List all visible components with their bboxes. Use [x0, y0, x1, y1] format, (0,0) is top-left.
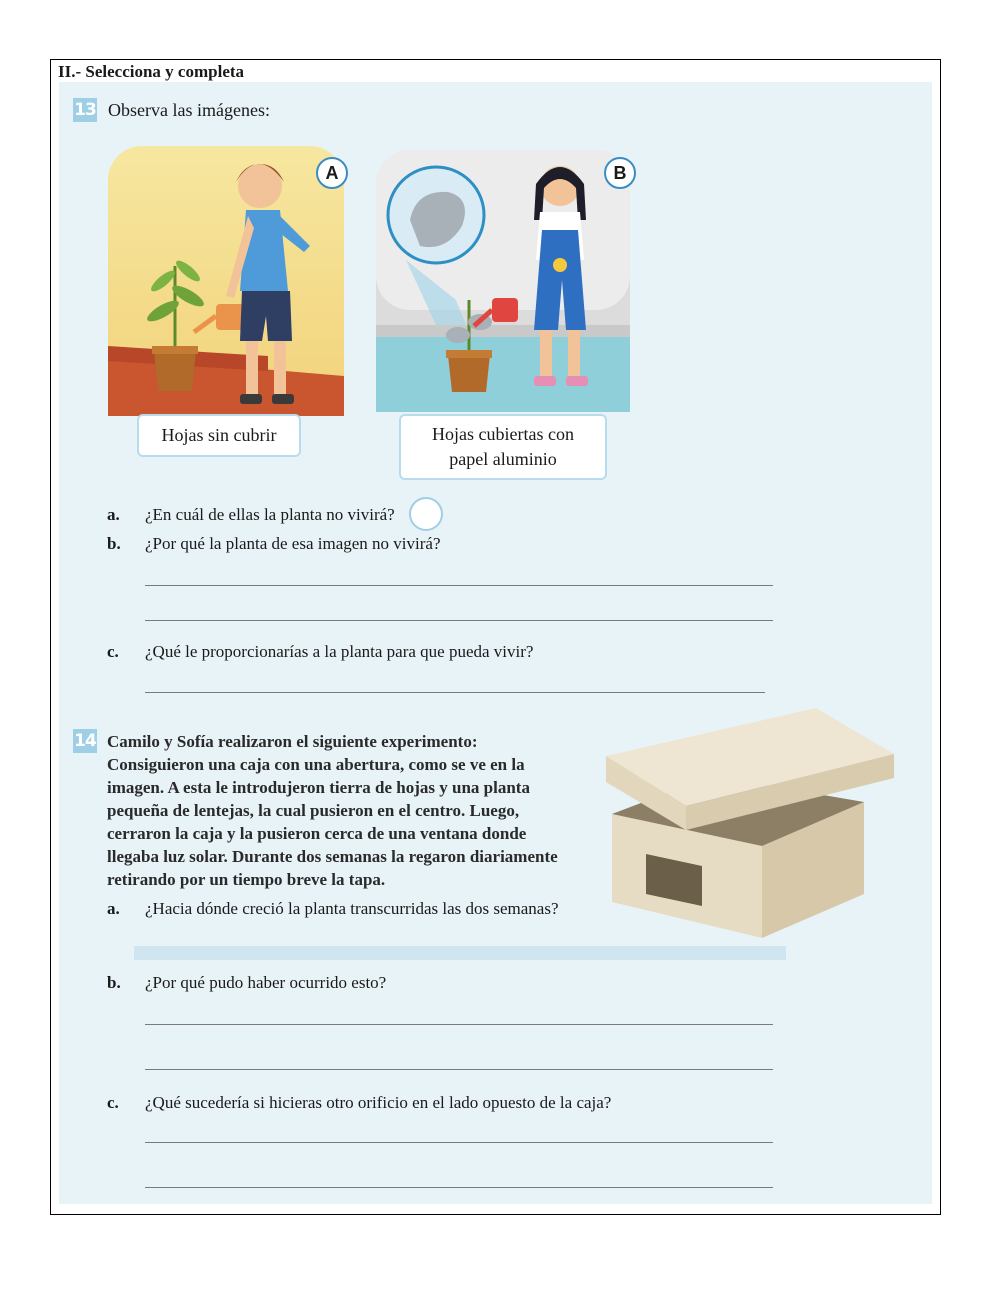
q14-a-answer-field[interactable] — [134, 946, 786, 960]
image-b-caption-line2: papel aluminio — [449, 449, 557, 469]
q14-line-4: pequeña de lentejas, la cual pusieron en el centro. Luego, — [107, 801, 520, 820]
q14-b-answer-line-1[interactable] — [145, 1024, 773, 1025]
q14-c-answer-line-1[interactable] — [145, 1142, 773, 1143]
q13-c-letter: c. — [107, 642, 119, 661]
illustration-girl-watering-covered-plant — [376, 150, 630, 412]
q13-c-answer-line[interactable] — [145, 692, 765, 693]
q14-line-1: Camilo y Sofía realizaron el siguiente experimento: — [107, 732, 478, 751]
illustration-cardboard-box — [602, 706, 898, 942]
question-14-number: 14 — [74, 731, 96, 751]
q14-line-5: cerraron la caja y la pusieron cerca de una ventana donde — [107, 824, 527, 843]
image-a-caption-text: Hojas sin cubrir — [161, 425, 277, 445]
q14-line-6: llegaba luz solar. Durante dos semanas la regaron diariamente — [107, 847, 558, 866]
image-a-caption — [137, 414, 301, 457]
q14-b-answer-line-2[interactable] — [145, 1069, 773, 1070]
illustration-boy-watering-plant — [108, 146, 344, 416]
q14-line-2: Consiguieron una caja con una abertura, como se ve en la — [107, 755, 525, 774]
image-b-label: B — [604, 157, 636, 189]
question-13-title: Observa las imágenes: — [108, 100, 270, 120]
q13-a-text: ¿En cuál de ellas la planta no vivirá? — [145, 505, 395, 524]
q13-b-answer-line-2[interactable] — [145, 620, 773, 621]
q14-line-7: retirando por un tiempo breve la tapa. — [107, 870, 386, 889]
q13-a-answer-circle[interactable] — [409, 497, 443, 531]
section-title: II.- Selecciona y completa — [58, 62, 245, 81]
q13-b-answer-line-1[interactable] — [145, 585, 773, 586]
q14-b-text: ¿Por qué pudo haber ocurrido esto? — [145, 973, 387, 992]
image-b-caption-line1: Hojas cubiertas con — [432, 424, 574, 444]
q14-c-answer-line-2[interactable] — [145, 1187, 773, 1188]
q14-b-letter: b. — [107, 973, 121, 992]
question-13-number: 13 — [74, 100, 96, 120]
q14-c-text: ¿Qué sucedería si hicieras otro orificio en el lado opuesto de la caja? — [145, 1093, 612, 1112]
q14-c-letter: c. — [107, 1093, 119, 1112]
q13-a-letter: a. — [107, 505, 120, 524]
q14-a-text: ¿Hacia dónde creció la planta transcurridas las dos semanas? — [145, 899, 559, 918]
q13-b-text: ¿Por qué la planta de esa imagen no vivirá? — [145, 534, 441, 553]
image-b-caption — [399, 414, 607, 480]
image-a-label: A — [316, 157, 348, 189]
q14-paragraph — [107, 730, 558, 891]
q13-b-letter: b. — [107, 534, 121, 553]
q14-a-letter: a. — [107, 899, 120, 918]
q14-line-3: imagen. A esta le introdujeron tierra de hojas y una planta — [107, 778, 530, 797]
q13-c-text: ¿Qué le proporcionarías a la planta para que pueda vivir? — [145, 642, 534, 661]
